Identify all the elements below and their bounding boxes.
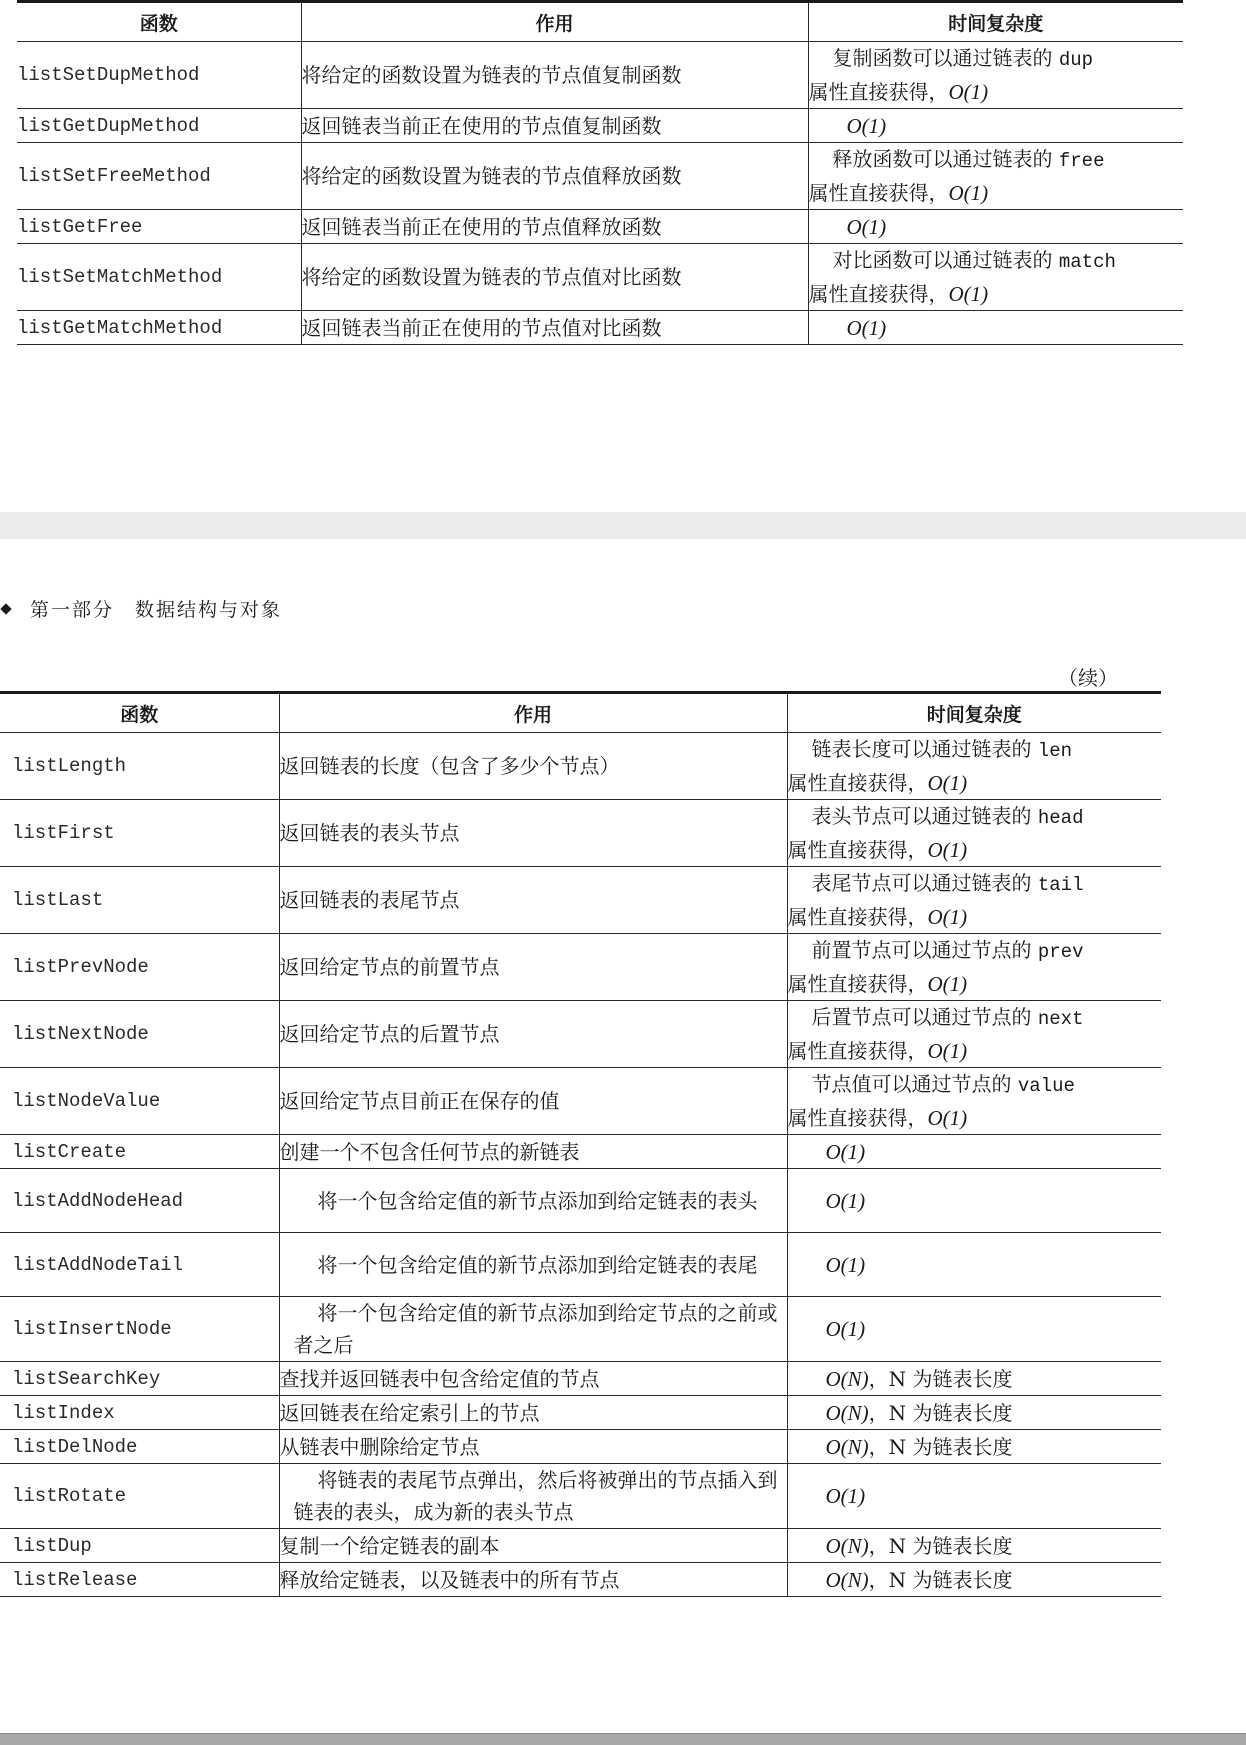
function-name: listLast bbox=[0, 867, 279, 934]
table-row bbox=[0, 800, 1161, 867]
function-purpose: 返回链表当前正在使用的节点值对比函数 bbox=[301, 311, 808, 345]
header-purpose: 作用 bbox=[279, 693, 787, 733]
function-complexity: 复制函数可以通过链表的 dup 属性直接获得，O(1) bbox=[808, 42, 1183, 109]
diamond-bullet-icon bbox=[0, 603, 11, 614]
table-row bbox=[17, 210, 1183, 244]
function-purpose: 返回链表当前正在使用的节点值释放函数 bbox=[301, 210, 808, 244]
function-complexity: O(1) bbox=[808, 311, 1183, 345]
function-name: listDelNode bbox=[0, 1430, 279, 1464]
function-complexity: O(N)，N 为链表长度 bbox=[787, 1529, 1161, 1563]
table-row bbox=[0, 1297, 1161, 1362]
function-name: listAddNodeHead bbox=[0, 1169, 279, 1233]
function-complexity: 表尾节点可以通过链表的 tail 属性直接获得，O(1) bbox=[787, 867, 1161, 934]
table-row bbox=[17, 143, 1183, 210]
continued-mark: （续） bbox=[1058, 666, 1118, 690]
table-row bbox=[0, 934, 1161, 1001]
table-row bbox=[0, 1362, 1161, 1396]
function-purpose: 返回给定节点的前置节点 bbox=[279, 934, 787, 1001]
function-table-top bbox=[17, 0, 1183, 345]
function-name: listSetDupMethod bbox=[17, 42, 301, 109]
function-purpose: 返回链表的长度（包含了多少个节点） bbox=[279, 733, 787, 800]
function-complexity: O(N)，N 为链表长度 bbox=[787, 1563, 1161, 1597]
function-complexity: O(1) bbox=[808, 109, 1183, 143]
function-purpose: 返回给定节点目前正在保存的值 bbox=[279, 1068, 787, 1135]
function-complexity: 表头节点可以通过链表的 head 属性直接获得，O(1) bbox=[787, 800, 1161, 867]
function-complexity: 后置节点可以通过节点的 next 属性直接获得，O(1) bbox=[787, 1001, 1161, 1068]
function-table-bottom bbox=[0, 691, 1161, 1597]
function-purpose: 将一个包含给定值的新节点添加到给定链表的表头 bbox=[279, 1169, 787, 1233]
table-row bbox=[0, 733, 1161, 800]
function-name: listNodeValue bbox=[0, 1068, 279, 1135]
function-name: listFirst bbox=[0, 800, 279, 867]
function-complexity: 对比函数可以通过链表的 match 属性直接获得，O(1) bbox=[808, 244, 1183, 311]
table-row bbox=[0, 1068, 1161, 1135]
table-row bbox=[0, 1169, 1161, 1233]
header-complexity: 时间复杂度 bbox=[808, 2, 1183, 42]
table-header-row bbox=[17, 2, 1183, 42]
function-name: listIndex bbox=[0, 1396, 279, 1430]
function-complexity: O(1) bbox=[787, 1464, 1161, 1529]
function-name: listDup bbox=[0, 1529, 279, 1563]
function-purpose: 将给定的函数设置为链表的节点值对比函数 bbox=[301, 244, 808, 311]
table-row bbox=[0, 1396, 1161, 1430]
table-row bbox=[0, 1001, 1161, 1068]
table-row bbox=[17, 311, 1183, 345]
function-name: listSearchKey bbox=[0, 1362, 279, 1396]
running-head-text: 第一部分 数据结构与对象 bbox=[30, 599, 283, 621]
function-complexity: O(1) bbox=[787, 1135, 1161, 1169]
table-row bbox=[0, 867, 1161, 934]
header-function: 函数 bbox=[17, 2, 301, 42]
table-row bbox=[0, 1233, 1161, 1297]
function-purpose: 返回链表当前正在使用的节点值复制函数 bbox=[301, 109, 808, 143]
function-name: listSetFreeMethod bbox=[17, 143, 301, 210]
header-purpose: 作用 bbox=[301, 2, 808, 42]
function-purpose: 将一个包含给定值的新节点添加到给定节点的之前或者之后 bbox=[279, 1297, 787, 1362]
function-complexity: O(N)，N 为链表长度 bbox=[787, 1362, 1161, 1396]
viewer-bottom-bar bbox=[0, 1733, 1246, 1745]
running-head bbox=[0, 595, 282, 622]
function-name: listLength bbox=[0, 733, 279, 800]
page-separator bbox=[0, 512, 1246, 539]
function-purpose: 返回链表的表尾节点 bbox=[279, 867, 787, 934]
function-purpose: 返回链表在给定索引上的节点 bbox=[279, 1396, 787, 1430]
function-purpose: 创建一个不包含任何节点的新链表 bbox=[279, 1135, 787, 1169]
function-name: listSetMatchMethod bbox=[17, 244, 301, 311]
table-row bbox=[0, 1563, 1161, 1597]
table-header-row bbox=[0, 693, 1161, 733]
function-purpose: 返回给定节点的后置节点 bbox=[279, 1001, 787, 1068]
header-function: 函数 bbox=[0, 693, 279, 733]
table-row bbox=[0, 1464, 1161, 1529]
header-complexity: 时间复杂度 bbox=[787, 693, 1161, 733]
function-complexity: 前置节点可以通过节点的 prev 属性直接获得，O(1) bbox=[787, 934, 1161, 1001]
function-purpose: 返回链表的表头节点 bbox=[279, 800, 787, 867]
function-purpose: 将给定的函数设置为链表的节点值释放函数 bbox=[301, 143, 808, 210]
page-top bbox=[0, 0, 1246, 512]
function-complexity: 释放函数可以通过链表的 free 属性直接获得，O(1) bbox=[808, 143, 1183, 210]
function-purpose: 将链表的表尾节点弹出，然后将被弹出的节点插入到链表的表头，成为新的表头节点 bbox=[279, 1464, 787, 1529]
table-row bbox=[0, 1135, 1161, 1169]
function-complexity: O(N)，N 为链表长度 bbox=[787, 1430, 1161, 1464]
function-complexity: 链表长度可以通过链表的 len 属性直接获得，O(1) bbox=[787, 733, 1161, 800]
table-row bbox=[17, 109, 1183, 143]
table-row bbox=[0, 1529, 1161, 1563]
function-purpose: 从链表中删除给定节点 bbox=[279, 1430, 787, 1464]
function-purpose: 查找并返回链表中包含给定值的节点 bbox=[279, 1362, 787, 1396]
function-name: listPrevNode bbox=[0, 934, 279, 1001]
page-bottom bbox=[0, 539, 1246, 1733]
function-complexity: O(1) bbox=[787, 1297, 1161, 1362]
function-complexity: O(1) bbox=[787, 1169, 1161, 1233]
function-name: listGetMatchMethod bbox=[17, 311, 301, 345]
function-complexity: O(N)，N 为链表长度 bbox=[787, 1396, 1161, 1430]
table-row bbox=[0, 1430, 1161, 1464]
function-complexity: 节点值可以通过节点的 value 属性直接获得，O(1) bbox=[787, 1068, 1161, 1135]
function-name: listCreate bbox=[0, 1135, 279, 1169]
function-name: listGetFree bbox=[17, 210, 301, 244]
table-row bbox=[17, 42, 1183, 109]
function-purpose: 复制一个给定链表的副本 bbox=[279, 1529, 787, 1563]
function-purpose: 释放给定链表，以及链表中的所有节点 bbox=[279, 1563, 787, 1597]
table-row bbox=[17, 244, 1183, 311]
function-name: listInsertNode bbox=[0, 1297, 279, 1362]
function-purpose: 将给定的函数设置为链表的节点值复制函数 bbox=[301, 42, 808, 109]
function-complexity: O(1) bbox=[808, 210, 1183, 244]
function-name: listRelease bbox=[0, 1563, 279, 1597]
function-name: listNextNode bbox=[0, 1001, 279, 1068]
function-complexity: O(1) bbox=[787, 1233, 1161, 1297]
function-purpose: 将一个包含给定值的新节点添加到给定链表的表尾 bbox=[279, 1233, 787, 1297]
function-name: listGetDupMethod bbox=[17, 109, 301, 143]
function-name: listRotate bbox=[0, 1464, 279, 1529]
function-name: listAddNodeTail bbox=[0, 1233, 279, 1297]
